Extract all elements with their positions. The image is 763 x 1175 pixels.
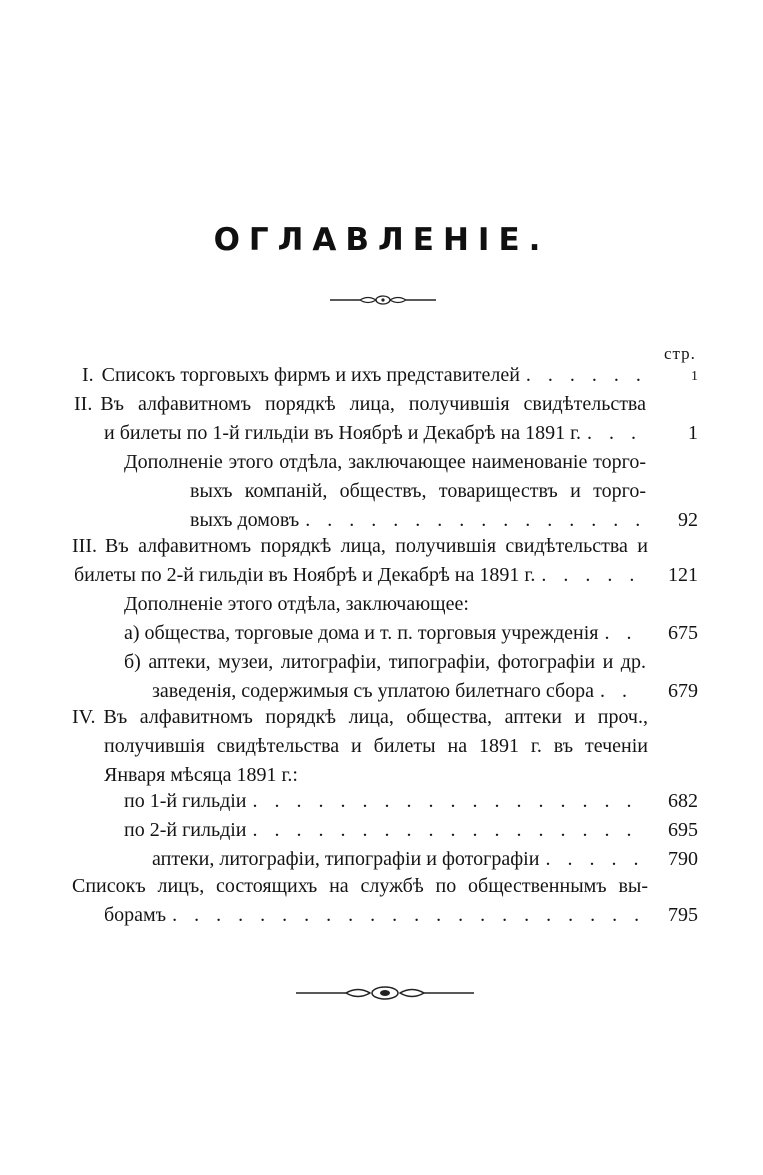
- toc-line: [104, 731, 648, 761]
- toc-line: [124, 447, 646, 477]
- toc-text: билеты по 2-й гильдіи въ Ноябрѣ и Декабрѣ на 1891 г.: [74, 564, 536, 586]
- toc-text: Дополненіе этого отдѣла, заключающее наименованіе торго-: [124, 451, 646, 473]
- page-number: 795: [668, 904, 698, 926]
- toc-text: Списокъ торговыхъ фирмъ и ихъ представителей: [101, 364, 520, 386]
- section-number: I.: [82, 364, 94, 386]
- toc-line: [82, 360, 646, 390]
- toc-text: выхъ домовъ: [190, 509, 300, 531]
- toc-text: заведенія, содержимыя съ уплатою билетнаго сбора: [152, 680, 595, 702]
- page-number: 790: [668, 848, 698, 870]
- toc-line: [72, 871, 648, 901]
- toc-text: по 2-й гильдіи: [124, 819, 247, 841]
- toc-text: получившія свидѣтельства и билеты на 1891 г. въ теченіи: [104, 735, 648, 757]
- toc-text: аптеки, литографіи, типографіи и фотографіи: [152, 848, 540, 870]
- toc-text: Списокъ лицъ, состоящихъ на службѣ по общественнымъ вы-: [72, 875, 648, 897]
- toc-line: [124, 647, 646, 677]
- page-column-label: стр.: [664, 344, 696, 363]
- toc-line: [74, 389, 646, 419]
- toc-text: Въ алфавитномъ порядкѣ лица, общества, аптеки и проч.,: [103, 706, 648, 728]
- toc-text: выхъ компаній, обществъ, товариществъ и торго-: [190, 480, 646, 502]
- toc-line: [124, 589, 646, 619]
- page-number: 1: [691, 369, 698, 384]
- dot-leader: [526, 360, 642, 390]
- page-number: 679: [668, 680, 698, 702]
- dot-leader: [545, 844, 642, 874]
- toc-text: Января мѣсяца 1891 г.:: [104, 764, 298, 786]
- toc-line: [104, 900, 646, 930]
- toc-line: [124, 815, 646, 845]
- page-number: 675: [668, 622, 698, 644]
- page-title: ОГЛАВЛЕНІЕ.: [213, 222, 550, 258]
- page-number: 695: [668, 819, 698, 841]
- dot-leader: [172, 900, 642, 930]
- page-number: 1: [688, 422, 698, 444]
- page-number: 121: [668, 564, 698, 586]
- toc-line: [72, 702, 648, 732]
- toc-line: [124, 786, 646, 816]
- toc-line: [72, 531, 648, 561]
- dot-leader: [253, 815, 642, 845]
- section-number: IV.: [72, 706, 96, 728]
- section-number: II.: [74, 393, 93, 415]
- toc-line: [104, 418, 646, 448]
- toc-text: по 1-й гильдіи: [124, 790, 247, 812]
- toc-line: [152, 844, 646, 874]
- toc-text: Дополненіе этого отдѣла, заключающее:: [124, 593, 469, 615]
- closing-ornament: [296, 982, 474, 1004]
- toc-text: а) общества, торговые дома и т. п. торговыя учрежденія: [124, 622, 599, 644]
- dot-leader: [587, 418, 642, 448]
- section-number: III.: [72, 535, 97, 557]
- dot-leader: [541, 560, 642, 590]
- page-number: 92: [678, 509, 698, 531]
- toc-text: борамъ: [104, 904, 167, 926]
- page-number: 682: [668, 790, 698, 812]
- toc-text: б) аптеки, музеи, литографіи, типографіи, фотографіи и др.: [124, 651, 646, 673]
- toc-line: [74, 560, 646, 590]
- toc-text: Въ алфавитномъ порядкѣ лица, получившія свидѣтельства: [100, 393, 646, 415]
- toc-line: [190, 476, 646, 506]
- toc-text: и билеты по 1-й гильдіи въ Ноябрѣ и Декабрѣ на 1891 г.: [104, 422, 582, 444]
- title-ornament: [330, 290, 436, 310]
- toc-text: Въ алфавитномъ порядкѣ лица, получившія свидѣтельства и: [104, 535, 648, 557]
- toc-line: [124, 618, 646, 648]
- dot-leader: [253, 786, 642, 816]
